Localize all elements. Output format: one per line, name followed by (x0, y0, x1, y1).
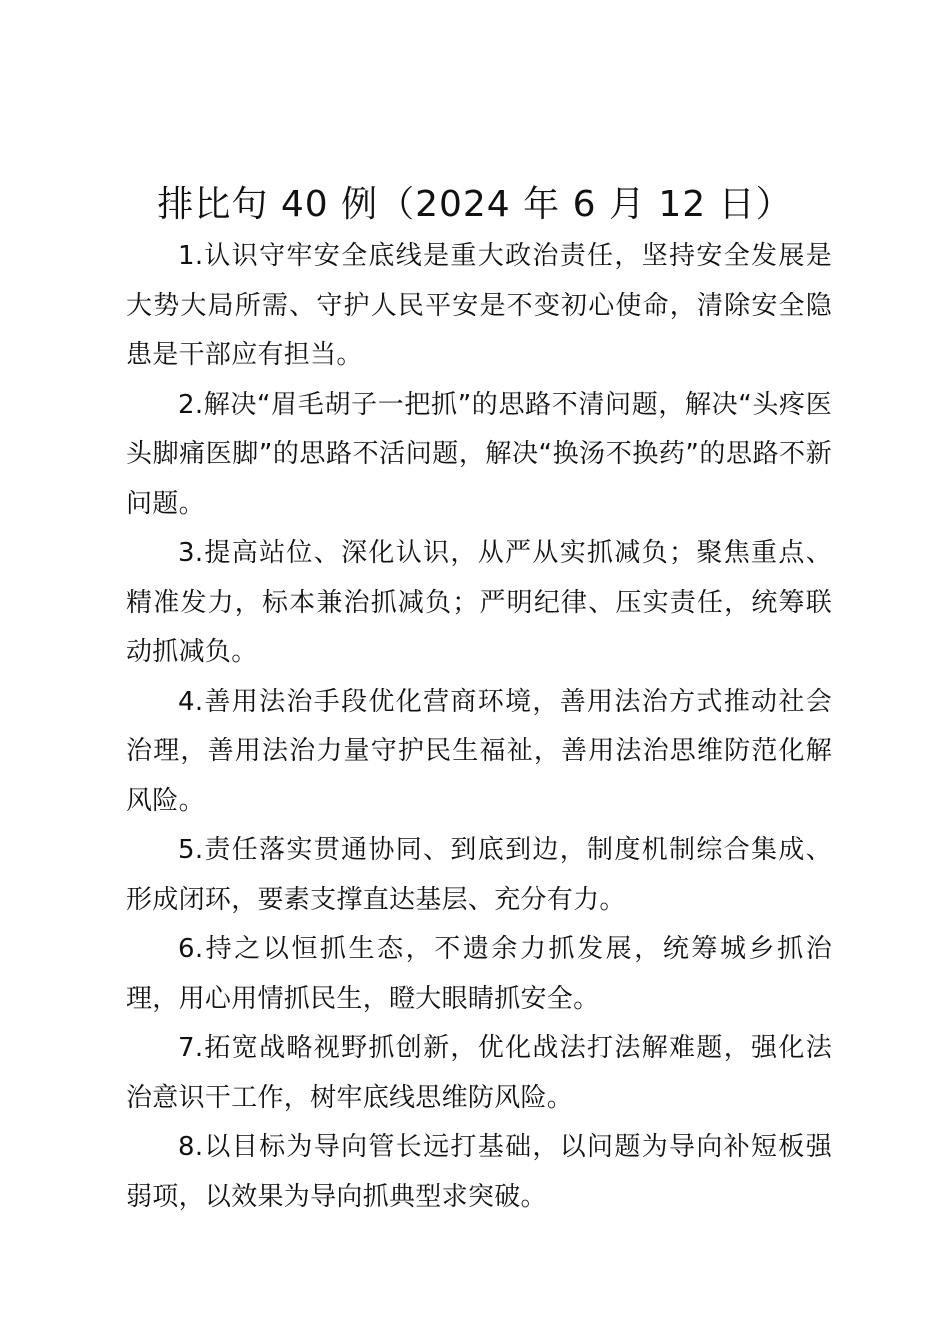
paragraph-8: 8.以目标为导向管长远打基础，以问题为导向补短板强弱项，以效果为导向抓典型求突破。 (126, 1132, 832, 1212)
paragraph-1: 1.认识守牢安全底线是重大政治责任，坚持安全发展是大势大局所需、守护人民平安是不变初心使命，清除安全隐患是干部应有担当。 (126, 241, 832, 370)
paragraph-5: 5.责任落实贯通协同、到底到边，制度机制综合集成、形成闭环，要素支撑直达基层、充分有力。 (126, 835, 832, 915)
paragraph-2: 2.解决“眉毛胡子一把抓”的思路不清问题，解决“头疼医头脚痛医脚”的思路不活问题，解决“换汤不换药”的思路不新问题。 (126, 389, 832, 519)
paragraph-4: 4.善用法治手段优化营商环境，善用法治方式推动社会治理，善用法治力量守护民生福祉，善用法治思维防范化解风险。 (126, 686, 832, 816)
document-body (126, 232, 832, 1222)
paragraph-6: 6.持之以恒抓生态，不遗余力抓发展，统筹城乡抓治理，用心用情抓民生，瞪大眼睛抓安全。 (126, 934, 832, 1014)
paragraph-7: 7.拓宽战略视野抓创新，优化战法打法解难题，强化法治意识干工作，树牢底线思维防风险。 (126, 1033, 832, 1113)
document-title: 排比句 40 例（2024 年 6 月 12 日） (157, 184, 793, 225)
paragraph-3: 3.提高站位、深化认识，从严从实抓减负；聚焦重点、精准发力，标本兼治抓减负；严明纪律、压实责任，统筹联动抓减负。 (126, 538, 832, 667)
